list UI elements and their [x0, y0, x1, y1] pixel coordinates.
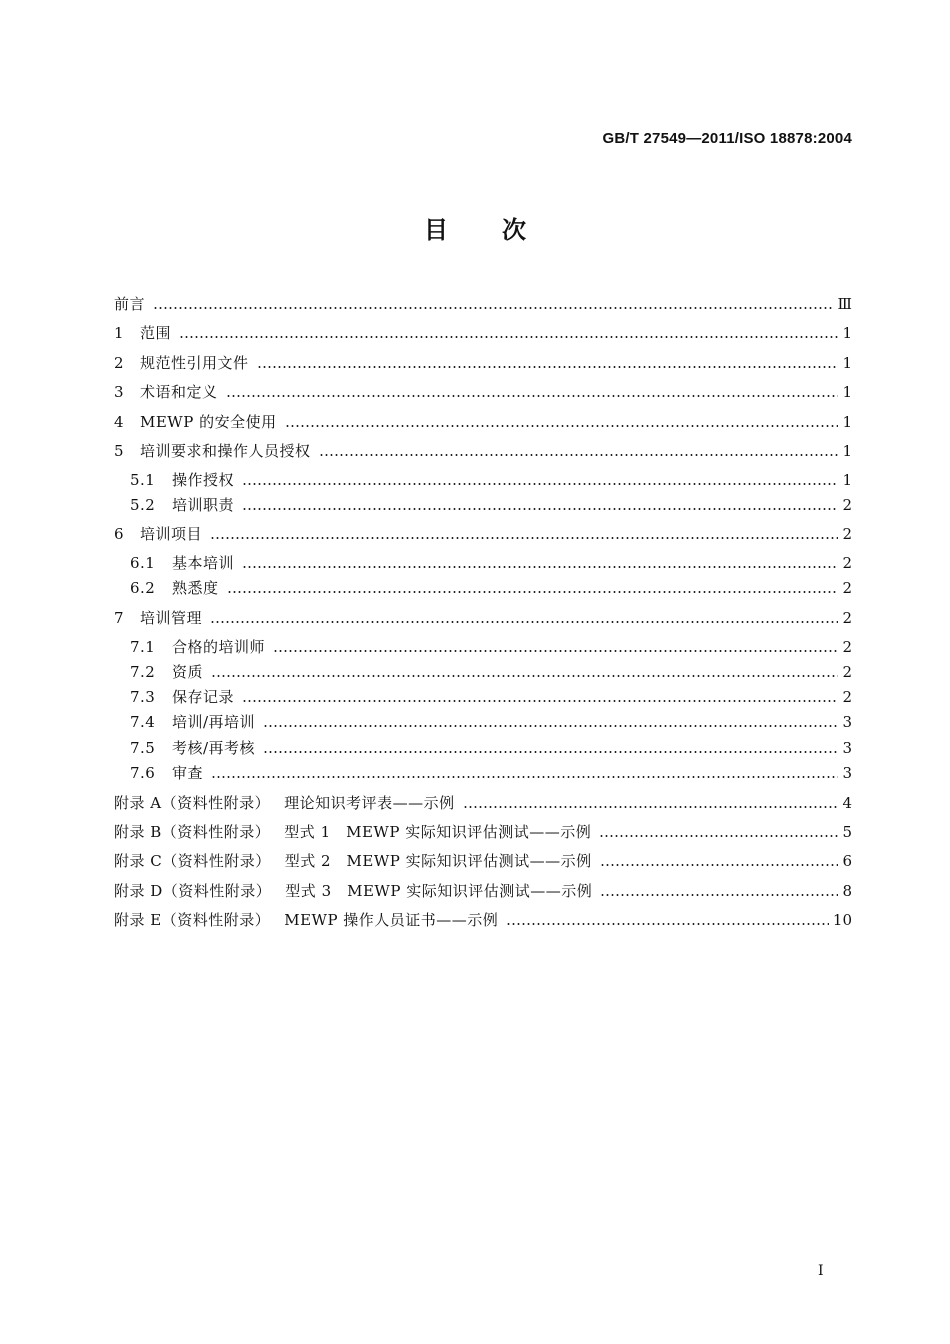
- toc-entry[interactable]: [114, 656, 852, 682]
- toc-entry[interactable]: [114, 706, 852, 732]
- toc-entry-page: 1: [842, 471, 852, 489]
- toc-entry-label: [114, 881, 592, 901]
- dot-leader: [257, 353, 838, 373]
- toc-entry-number: 5: [114, 442, 125, 460]
- toc-entry-page: 2: [842, 579, 852, 597]
- toc-entry-page: 1: [842, 383, 852, 401]
- toc-entry[interactable]: [114, 845, 852, 871]
- toc-entry-text: 型式 1 MEWP 实际知识评估测试——示例: [284, 823, 592, 841]
- toc-entry[interactable]: [114, 757, 852, 783]
- toc-entry-number: 1: [114, 324, 125, 342]
- dot-leader: [242, 495, 838, 515]
- toc-entry-number: 6: [114, 525, 125, 543]
- toc-entry-number: 附录 E（资料性附录）: [114, 911, 271, 929]
- toc-entry-text: 培训/再培训: [172, 713, 256, 731]
- toc-entry-label: [114, 441, 311, 461]
- dot-leader: [600, 851, 838, 871]
- toc-entry-label: [114, 495, 234, 515]
- toc-entry-page: 2: [842, 496, 852, 514]
- toc-entry-number: 3: [114, 383, 125, 401]
- toc-entry-page: 1: [842, 324, 852, 342]
- toc-entry-page: 1: [842, 354, 852, 372]
- toc-entry-label: [114, 382, 218, 402]
- toc-entry-text: 考核/再考核: [172, 739, 256, 757]
- toc-entry-label: [114, 763, 203, 783]
- dot-leader: [210, 608, 838, 628]
- toc-entry-page: 6: [842, 852, 852, 870]
- toc-entry[interactable]: [114, 875, 852, 901]
- toc-entry-number: 6.2: [130, 579, 156, 597]
- toc-entry-page: 1: [842, 413, 852, 431]
- toc-entry-text: MEWP 操作人员证书——示例: [284, 911, 499, 929]
- toc-entry-page: 1: [842, 442, 852, 460]
- toc-entry-text: 型式 3 MEWP 实际知识评估测试——示例: [285, 882, 593, 900]
- toc-entry-text: 型式 2 MEWP 实际知识评估测试——示例: [284, 852, 592, 870]
- toc-entry-page: 2: [842, 554, 852, 572]
- dot-leader: [273, 637, 838, 657]
- dot-leader: [242, 470, 838, 490]
- toc-entry-text: 合格的培训师: [172, 638, 266, 656]
- toc-entry-page: 3: [842, 764, 852, 782]
- toc-entry-number: 附录 A（资料性附录）: [114, 794, 271, 812]
- toc-entry-page: 8: [842, 882, 852, 900]
- toc-entry-text: 理论知识考评表——示例: [284, 794, 455, 812]
- dot-leader: [242, 553, 838, 573]
- toc-entry-number: 5.2: [130, 496, 156, 514]
- toc-entry-label: [114, 294, 145, 314]
- toc-title: 目次: [424, 216, 580, 244]
- toc-entry-text: 保存记录: [172, 688, 235, 706]
- toc-entry-label: [114, 353, 249, 373]
- toc-entry-number: 7.4: [130, 713, 156, 731]
- toc-entry-text: 操作授权: [172, 471, 235, 489]
- toc-entry-number: 7.3: [130, 688, 156, 706]
- toc-entry-text: 审查: [172, 764, 204, 782]
- toc-entry[interactable]: [114, 435, 852, 461]
- toc-entry-number: 附录 D（资料性附录）: [114, 882, 272, 900]
- toc-entry-text: 基本培训: [172, 554, 235, 572]
- toc-entry-label: [114, 578, 219, 598]
- toc-entry[interactable]: [114, 681, 852, 707]
- toc-entry-page: 4: [842, 794, 852, 812]
- toc-entry-text: 术语和定义: [140, 383, 218, 401]
- toc-entry-label: [114, 910, 498, 930]
- toc-entry-number: 6.1: [130, 554, 156, 572]
- dot-leader: [226, 382, 838, 402]
- toc-entry-page: 2: [842, 638, 852, 656]
- toc-entry-label: [114, 553, 234, 573]
- toc-entry-page: 2: [842, 609, 852, 627]
- toc-entry-page: 2: [842, 663, 852, 681]
- toc-entry-page: 2: [842, 688, 852, 706]
- toc-entry-page: 3: [842, 739, 852, 757]
- toc-entry-text: 培训要求和操作人员授权: [140, 442, 311, 460]
- dot-leader: [211, 662, 838, 682]
- toc-entry-label: [114, 470, 234, 490]
- toc-entry-number: 7: [114, 609, 125, 627]
- toc-entry-label: [114, 637, 265, 657]
- toc-entry-number: 2: [114, 354, 125, 372]
- toc-entry-page: 5: [842, 823, 852, 841]
- dot-leader: [506, 910, 829, 930]
- toc-entry-label: [114, 793, 455, 813]
- dot-leader: [211, 763, 838, 783]
- toc-entry-number: 附录 B（资料性附录）: [114, 823, 271, 841]
- toc-entry-number: 7.2: [130, 663, 156, 681]
- toc-entry[interactable]: [114, 406, 852, 432]
- dot-leader: [600, 881, 838, 901]
- toc-entry-label: [114, 608, 202, 628]
- toc-entry-number: 7.1: [130, 638, 156, 656]
- toc-entry-text: MEWP 的安全使用: [140, 413, 277, 431]
- toc-entry-label: [114, 524, 202, 544]
- dot-leader: [319, 441, 838, 461]
- toc-entry-page: Ⅲ: [837, 295, 852, 313]
- toc-entry[interactable]: [114, 732, 852, 758]
- dot-leader: [263, 738, 838, 758]
- toc-entry[interactable]: [114, 816, 852, 842]
- toc-entry-label: [114, 712, 255, 732]
- dot-leader: [210, 524, 838, 544]
- toc-entry-label: [114, 412, 277, 432]
- toc-entry-label: [114, 822, 591, 842]
- toc-entry-text: 范围: [140, 324, 172, 342]
- toc-entry-text: 资质: [172, 663, 204, 681]
- toc-entry[interactable]: [114, 518, 852, 544]
- toc-entry[interactable]: [114, 489, 852, 515]
- toc-entry-label: [114, 662, 203, 682]
- toc-entry-text: 前言: [114, 295, 146, 313]
- toc-entry-number: 4: [114, 413, 125, 431]
- toc-entry-label: [114, 323, 171, 343]
- toc-entry[interactable]: [114, 572, 852, 598]
- toc-entry-label: [114, 851, 592, 871]
- toc-entry-text: 培训项目: [140, 525, 203, 543]
- toc-entry[interactable]: [114, 347, 852, 373]
- toc-entry-text: 规范性引用文件: [140, 354, 249, 372]
- dot-leader: [463, 793, 838, 813]
- toc-entry-text: 培训职责: [172, 496, 235, 514]
- standard-number: GB/T 27549—2011/ISO 18878:2004: [602, 130, 852, 147]
- toc-entry-page: 10: [832, 911, 852, 929]
- toc-entry[interactable]: [114, 376, 852, 402]
- toc-entry[interactable]: [114, 288, 852, 314]
- dot-leader: [599, 822, 838, 842]
- toc-entry[interactable]: [114, 602, 852, 628]
- toc-entry[interactable]: [114, 787, 852, 813]
- dot-leader: [179, 323, 838, 343]
- toc-entry-number: 附录 C（资料性附录）: [114, 852, 271, 870]
- toc-entry-text: 培训管理: [140, 609, 203, 627]
- dot-leader: [263, 712, 838, 732]
- toc-entry-number: 5.1: [130, 471, 156, 489]
- toc-entry-text: 熟悉度: [172, 579, 219, 597]
- toc-entry[interactable]: [114, 904, 852, 930]
- dot-leader: [153, 294, 834, 314]
- page-number: I: [818, 1263, 824, 1279]
- toc-entry[interactable]: [114, 631, 852, 657]
- toc-entry-page: 3: [842, 713, 852, 731]
- toc-entry-label: [114, 687, 234, 707]
- dot-leader: [227, 578, 838, 598]
- dot-leader: [285, 412, 838, 432]
- toc-entry[interactable]: [114, 547, 852, 573]
- toc-entry-number: 7.6: [130, 764, 156, 782]
- toc-entry-label: [114, 738, 255, 758]
- toc-entry-page: 2: [842, 525, 852, 543]
- dot-leader: [242, 687, 838, 707]
- toc-entry-number: 7.5: [130, 739, 156, 757]
- toc-entry[interactable]: [114, 464, 852, 490]
- toc-entry[interactable]: [114, 317, 852, 343]
